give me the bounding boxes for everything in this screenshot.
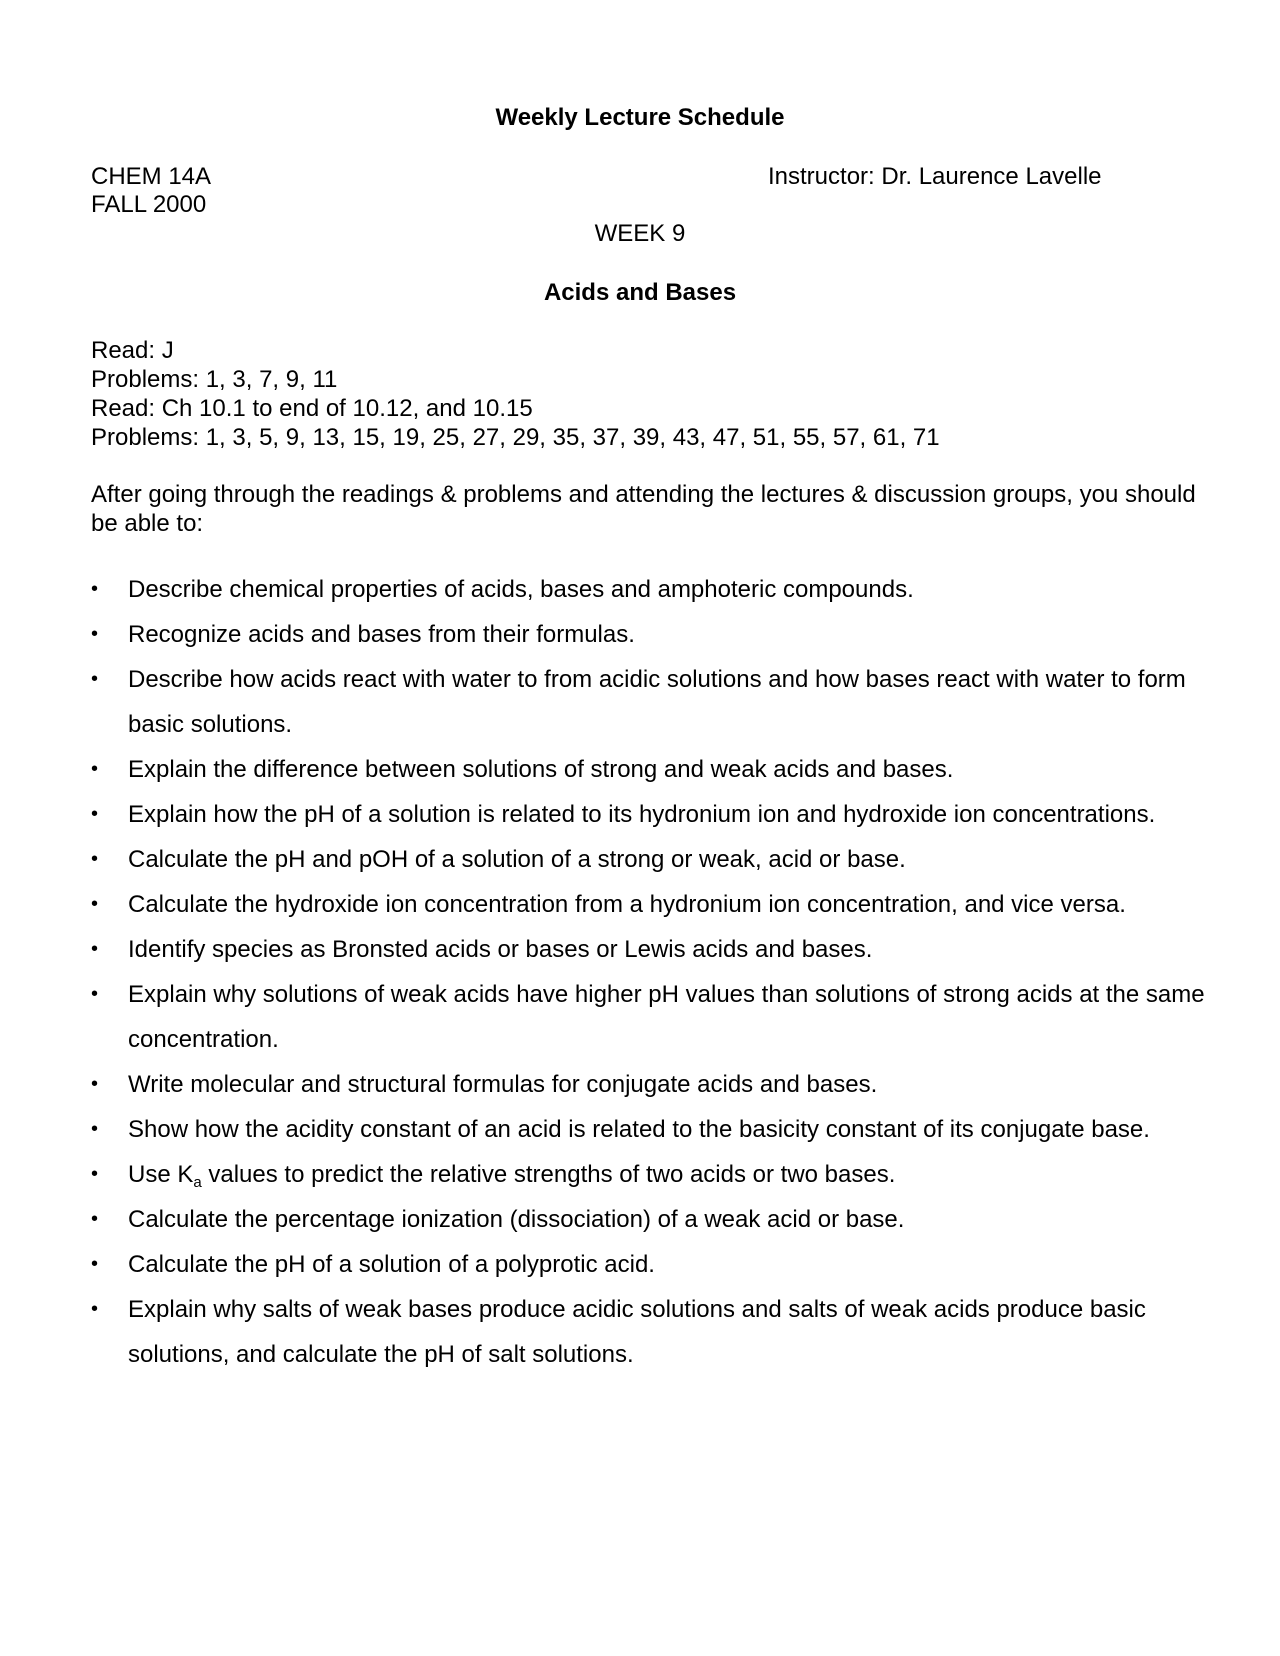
bullet-icon: • — [91, 668, 99, 690]
objective-text: Describe chemical properties of acids, bases and amphoteric compounds. — [128, 576, 914, 603]
instructor-name: Instructor: Dr. Laurence Lavelle — [768, 163, 1102, 190]
list-item — [91, 837, 1206, 882]
objective-text: Identify species as Bronsted acids or bases or Lewis acids and bases. — [128, 936, 873, 963]
assignment-line: Read: J — [91, 337, 174, 364]
ka-subscript: a — [193, 1174, 202, 1191]
list-item — [91, 1287, 1206, 1377]
list-item — [91, 1107, 1206, 1152]
objective-text-ka — [128, 1161, 896, 1191]
assignment-line: Read: Ch 10.1 to end of 10.12, and 10.15 — [91, 395, 533, 422]
ka-suffix: values to predict the relative strengths of two acids or two bases. — [201, 1161, 896, 1188]
objective-text: Calculate the hydroxide ion concentration from a hydronium ion concentration, and vice versa. — [128, 891, 1126, 918]
assignment-line: Problems: 1, 3, 7, 9, 11 — [91, 366, 338, 393]
objective-text: Explain why salts of weak bases produce acidic solutions and salts of weak acids produce basic solutions, and calculate the pH of salt solutions. — [128, 1296, 1146, 1368]
bullet-icon: • — [91, 1298, 99, 1320]
objectives-list — [91, 567, 1206, 1377]
list-item — [91, 1197, 1206, 1242]
objective-text: Write molecular and structural formulas for conjugate acids and bases. — [128, 1071, 878, 1098]
bullet-icon: • — [91, 803, 99, 825]
bullet-icon: • — [91, 1163, 99, 1185]
list-item — [91, 927, 1206, 972]
list-item — [91, 882, 1206, 927]
objective-text: Recognize acids and bases from their formulas. — [128, 621, 635, 648]
assignments-block — [91, 336, 940, 452]
list-item — [91, 1152, 1206, 1197]
list-item — [91, 612, 1206, 657]
ka-prefix: Use K — [128, 1161, 194, 1188]
objective-text: Explain the difference between solutions of strong and weak acids and bases. — [128, 756, 954, 783]
objective-text: Explain how the pH of a solution is related to its hydronium ion and hydroxide ion concentrations. — [128, 801, 1156, 828]
course-term: FALL 2000 — [91, 191, 207, 218]
objective-text: Show how the acidity constant of an acid is related to the basicity constant of its conjugate base. — [128, 1116, 1150, 1143]
list-item — [91, 567, 1206, 612]
list-item — [91, 657, 1206, 747]
objective-text: Calculate the percentage ionization (dissociation) of a weak acid or base. — [128, 1206, 905, 1233]
list-item — [91, 792, 1206, 837]
course-code: CHEM 14A — [91, 163, 212, 190]
list-item — [91, 1062, 1206, 1107]
objective-text: Describe how acids react with water to from acidic solutions and how bases react with water to form basic solutions. — [128, 666, 1186, 738]
bullet-icon: • — [91, 1208, 99, 1230]
bullet-icon: • — [91, 893, 99, 915]
intro-paragraph: After going through the readings & problems and attending the lectures & discussion groups, you should be able to: — [91, 481, 1196, 537]
week-label: WEEK 9 — [594, 220, 686, 247]
list-item — [91, 972, 1206, 1062]
list-item — [91, 1242, 1206, 1287]
bullet-icon: • — [91, 1253, 99, 1275]
objective-text: Calculate the pH of a solution of a polyprotic acid. — [128, 1251, 655, 1278]
bullet-icon: • — [91, 938, 99, 960]
bullet-icon: • — [91, 623, 99, 645]
objective-text: Calculate the pH and pOH of a solution of a strong or weak, acid or base. — [128, 846, 906, 873]
assignment-line: Problems: 1, 3, 5, 9, 13, 15, 19, 25, 27, 29, 35, 37, 39, 43, 47, 51, 55, 57, 61, 71 — [91, 424, 940, 451]
bullet-icon: • — [91, 758, 99, 780]
bullet-icon: • — [91, 578, 99, 600]
bullet-icon: • — [91, 1073, 99, 1095]
list-item — [91, 747, 1206, 792]
bullet-icon: • — [91, 983, 99, 1005]
objective-text: Explain why solutions of weak acids have higher pH values than solutions of strong acids at the same concentration. — [128, 981, 1205, 1053]
bullet-icon: • — [91, 848, 99, 870]
topic-heading: Acids and Bases — [543, 279, 737, 306]
course-info — [91, 163, 211, 219]
bullet-icon: • — [91, 1118, 99, 1140]
document-title: Weekly Lecture Schedule — [495, 104, 785, 131]
